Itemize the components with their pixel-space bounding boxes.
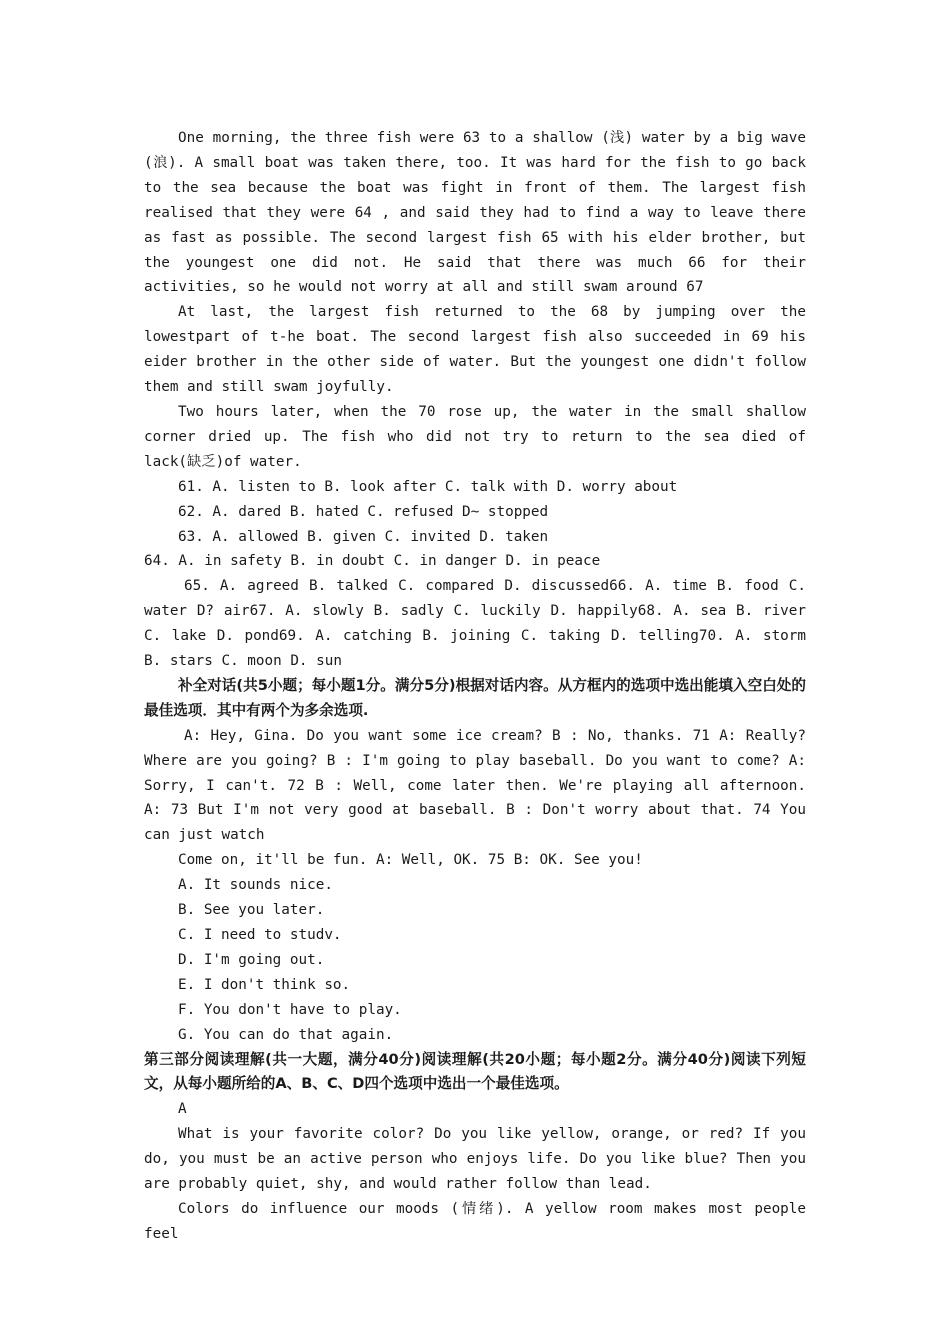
question-64-options: 64. A. in safety B. in doubt C. in danger D. in peace — [144, 553, 601, 570]
dialogue-choice: C. I need to studv. — [178, 927, 342, 943]
reading-passage-label: A — [178, 1101, 187, 1118]
dialogue-choice: B. See you later. — [178, 902, 325, 919]
question-65-70-options: 65. A. agreed B. talked C. compared D. discussed66. A. time B. food C. water D? air67. A. slowly B. sadly C. luckily D. happily68. A. sea B. river C. lake D. pond69. A. catching B. joining C. taking D. telling70. A. storm B. stars C. moon D. sun — [144, 578, 806, 670]
dialogue-choice: E. I don't think so. — [178, 976, 351, 993]
dialogue-text: A: Hey, Gina. Do you want some ice cream? B : No, thanks. 71 A: Really? Where are you going? B : I'm going to play baseball. Do you want to come? A: Sorry, I can't. 72 B : Well, come later then. We're playing all afternoon. A: 73 But I'm not very good at baseball. B : Don't worry about that. 74 You can just watch — [144, 727, 806, 844]
reading-paragraph-1: What is your favorite color? Do you like yellow, orange, or red? If you do, you must be an active person who enjoys life. Do you like blue? Then you are probably quiet, shy, and would rather follow than lead. — [144, 1126, 806, 1193]
dialogue-choice: F. You don't have to play. — [178, 1001, 402, 1018]
dialogue-section-heading: 补全对话(共5小题；每小题1分。满分5分)根据对话内容。从方框内的选项中选出能填入空白处的最佳选项．其中有两个为多余选项. — [144, 676, 806, 719]
passage-paragraph-1: One morning, the three fish were 63 to a shallow (浅) water by a big wave (浪). A small boat was taken there, too. It was hard for the fish to go back to the sea because the boat was fight in front of them. The largest fish realised that they were 64 , and said they had to find a way to leave there as fast as possible. The second largest fish 65 with his elder brother, but the youngest one did not. He said that there was much 66 for their activities, so he would not worry at all and still swam around 67 — [144, 130, 806, 296]
document-page — [144, 126, 806, 1247]
passage-paragraph-3: Two hours later, when the 70 rose up, the water in the small shallow corner dried up. The fish who did not try to return to the sea died of lack(缺乏)of water. — [144, 403, 806, 470]
question-62-options: 62. A. dared B. hated C. refused D~ stopped — [178, 503, 549, 520]
dialogue-choice: A. It sounds nice. — [178, 877, 333, 894]
passage-paragraph-2: At last, the largest fish returned to the 68 by jumping over the lowestpart of t-he boat. The second largest fish also succeeded in 69 his eider brother in the other side of water. But the youngest one didn't follow them and still swam joyfully. — [144, 304, 806, 396]
dialogue-choice: G. You can do that again. — [178, 1026, 394, 1043]
dialogue-choice: D. I'm going out. — [178, 951, 325, 968]
reading-paragraph-2: Colors do influence our moods (情绪). A yellow room makes most people feel — [144, 1200, 806, 1242]
question-63-options: 63. A. allowed B. given C. invited D. taken — [178, 528, 549, 545]
reading-section-heading: 第三部分阅读理解(共一大题，满分40分)阅读理解(共20小题；每小题2分。满分40分)阅读下列短文，从每小题所给的A、B、C、D四个选项中选出一个最佳选项。 — [144, 1050, 806, 1093]
dialogue-text-end: Come on, it'll be fun. A: Well, OK. 75 B: OK. See you! — [178, 852, 643, 869]
question-61-options: 61. A. listen to B. look after C. talk with D. worry about — [178, 478, 678, 495]
